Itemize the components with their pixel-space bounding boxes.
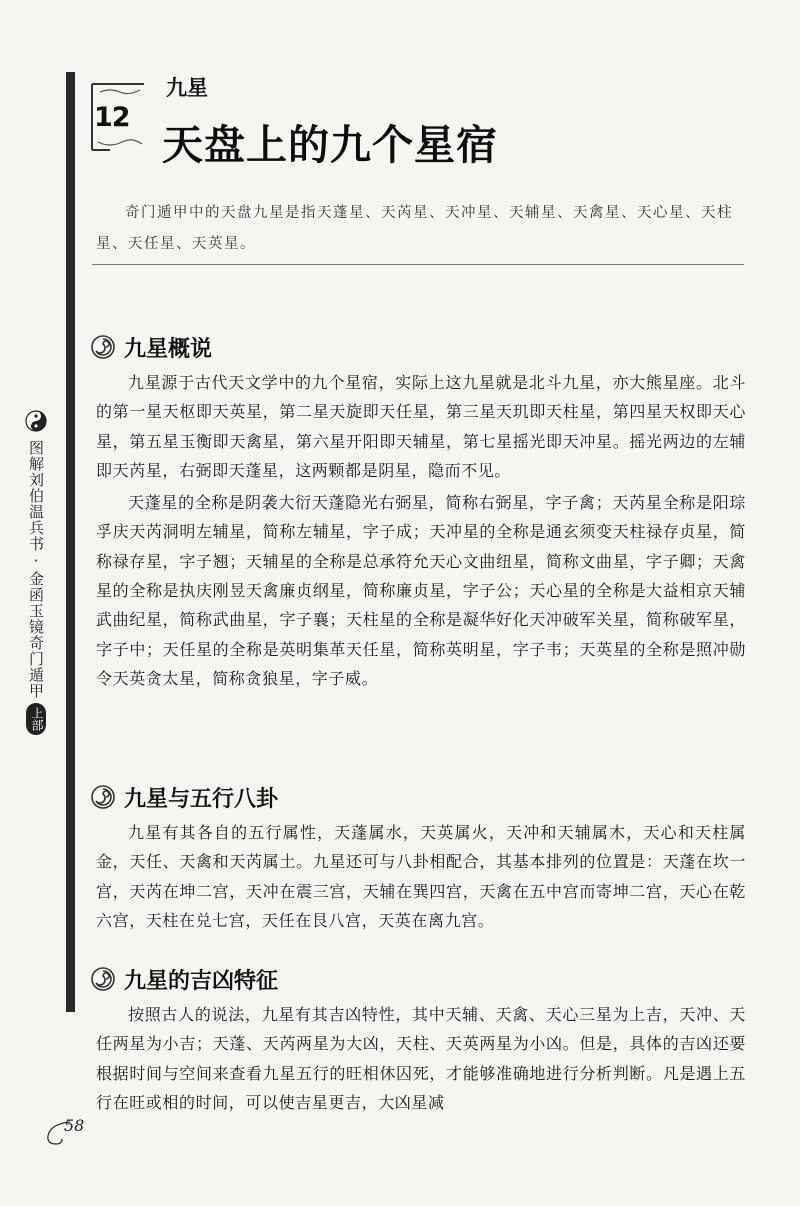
- paragraph: 按照古人的说法，九星有其吉凶特性，其中天辅、天禽、天心三星为上吉，天冲、天任两星为小吉；天蓬、天芮两星为大凶，天柱、天英两星为小凶。但是，具体的吉凶还要根据时间与空间来查看九星五行的旺相休囚死，才能够准确地进行分析判断。凡是遇上五行在旺或相的时间，可以使吉星更吉，大凶星减: [96, 1005, 746, 1112]
- chapter-kicker: 九星: [166, 76, 208, 100]
- chapter-title: 天盘上的九个星宿: [162, 121, 498, 169]
- section-body-fortune: [96, 1000, 746, 1117]
- yinyang-icon: [25, 410, 47, 432]
- swirl-bullet-icon: [90, 334, 116, 360]
- section-body-overview: [96, 368, 746, 693]
- paragraph: 九星源于古代天文学中的九个星宿，实际上这九星就是北斗九星，亦大熊星座。北斗的第一星天枢即天英星，第二星天旋即天任星，第三星天玑即天柱星，第四星天权即天心星，第五星玉衡即天禽星，第六星开阳即天辅星，第七星摇光即天冲星。摇光两边的左辅即天芮星，右弼即天蓬星，这两颗都是阴星，隐而不见。: [96, 373, 746, 480]
- section-heading-overview: [90, 330, 590, 364]
- intro-text: 奇门遁甲中的天盘九星是指天蓬星、天芮星、天冲星、天辅星、天禽星、天心星、天柱星、天任星、天英星。: [96, 205, 733, 252]
- chapter-badge: [88, 78, 150, 156]
- volume-badge: 上部: [26, 703, 46, 735]
- page-number: 58: [64, 1116, 85, 1135]
- section-heading-fortune: [90, 962, 590, 996]
- section-title: 九星与五行八卦: [124, 786, 279, 812]
- section-heading-five-elements: [90, 780, 590, 814]
- section-body-five-elements: [96, 818, 746, 935]
- section-title: 九星的吉凶特征: [124, 968, 279, 994]
- book-title: 图解刘伯温兵书·金函玉镜奇门遁甲: [27, 440, 45, 699]
- swirl-bullet-icon: [90, 966, 116, 992]
- intro-divider: [92, 264, 744, 265]
- paragraph: 九星有其各自的五行属性，天蓬属水，天英属火，天冲和天辅属木，天心和天柱属金，天任、天禽和天芮属土。九星还可与八卦相配合，其基本排列的位置是：天蓬在坎一宫，天芮在坤二宫，天冲在震三宫，天辅在巽四宫，天禽在五中宫而寄坤二宫，天心在乾六宫，天柱在兑七宫，天任在艮八宫，天英在离九宫。: [96, 823, 746, 930]
- section-title: 九星概说: [124, 336, 213, 362]
- left-margin-bar: [66, 72, 75, 1012]
- chapter-number: 12: [94, 102, 130, 133]
- swirl-bullet-icon: [90, 784, 116, 810]
- paragraph: 天蓬星的全称是阴袭大衍天蓬隐光右弼星，简称右弼星，字子禽；天芮星全称是阳琮孚庆天芮洞明左辅星，简称左辅星，字子成；天冲星的全称是通玄须变天柱禄存贞星，简称禄存星，字子翘；天辅星的全称是总承符允天心文曲纽星，简称文曲星，字子卿；天禽星的全称是执庆刚昱天禽廉贞纲星，简称廉贞星，字子公；天心星的全称是大益相京天辅武曲纪星，简称武曲星，字子襄；天柱星的全称是凝华好化天冲破军关星，简称破军星，字子中；天任星的全称是英明集革天任星，简称英明星，字子韦；天英星的全称是照冲勋令天英贪太星，简称贪狼星，字子威。: [96, 493, 746, 688]
- running-book-title: [22, 410, 50, 735]
